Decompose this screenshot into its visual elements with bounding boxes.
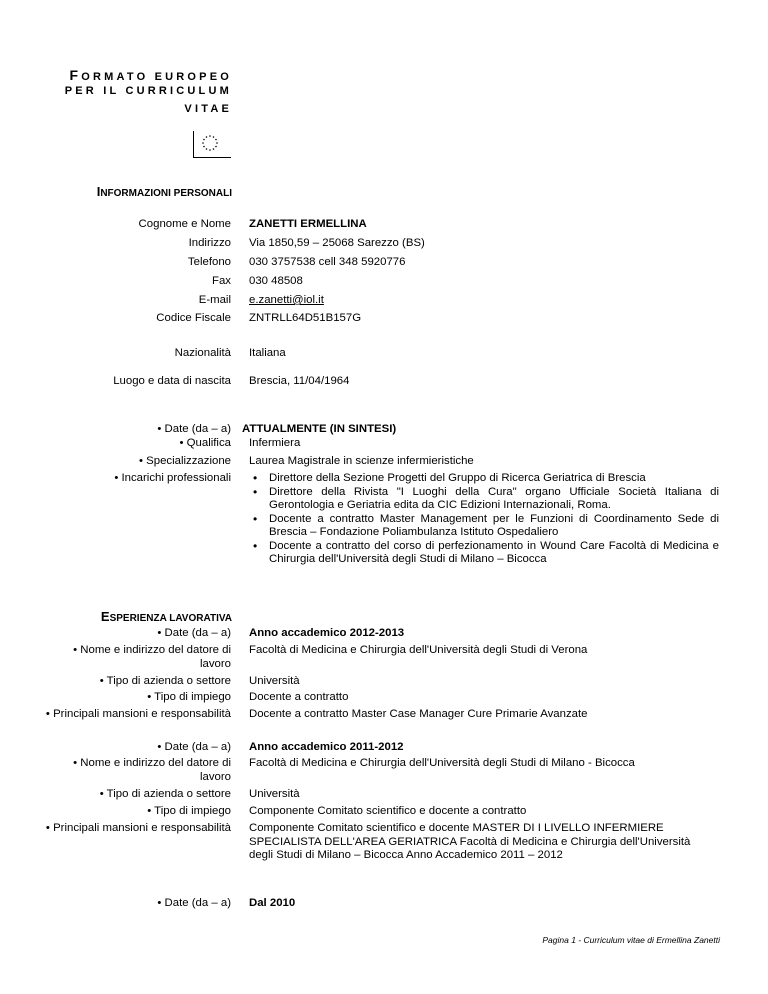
label-exp1-date: • Date (da – a) bbox=[157, 627, 231, 639]
label-exp3-date: • Date (da – a) bbox=[157, 897, 231, 909]
label-exp1-type: • Tipo di impiego bbox=[147, 691, 231, 703]
section-heading-personal: INFORMAZIONI PERSONALI bbox=[96, 184, 232, 199]
label-exp1-sector: • Tipo di azienda o settore bbox=[99, 675, 231, 687]
exp2-date: Anno accademico 2011-2012 bbox=[249, 741, 404, 753]
exp1-employer: Facoltà di Medicina e Chirurgia dell'Università degli Studi di Verona bbox=[249, 644, 588, 656]
value-fax: 030 48508 bbox=[249, 275, 303, 287]
label-email: E-mail bbox=[198, 294, 231, 306]
summary-title: ATTUALMENTE (IN SINTESI) bbox=[242, 423, 397, 435]
summary-qualification: Infermiera bbox=[249, 437, 301, 449]
list-item: • Direttore della Rivista "I Luoghi della Cura" organo Ufficiale Società Italiana di Gerontologia e Geriatria edita da CIC Edizioni Internazionali, Roma. bbox=[249, 486, 719, 513]
section-heading-experience: ESPERIENZA LAVORATIVA bbox=[100, 609, 232, 624]
list-item: • Docente a contratto del corso di perfezionamento in Wound Care Facoltà di Medicina e Chirurgia dell'Università degli Studi di Milano – Bicocca bbox=[249, 540, 719, 567]
value-phone: 030 3757538 cell 348 5920776 bbox=[249, 256, 406, 268]
value-name: ZANETTI ERMELLINA bbox=[249, 218, 367, 230]
exp2-sector: Università bbox=[249, 788, 300, 800]
label-exp1-employer-2: lavoro bbox=[199, 658, 231, 670]
cv-title-line-3: VITAE bbox=[184, 103, 232, 115]
value-address: Via 1850,59 – 25068 Sarezzo (BS) bbox=[249, 237, 425, 249]
exp1-duties: Docente a contratto Master Case Manager Cure Primarie Avanzate bbox=[249, 708, 588, 720]
exp1-date: Anno accademico 2012-2013 bbox=[249, 627, 405, 639]
page-footer: Pagina 1 - Curriculum vitae di Ermellina Zanetti bbox=[542, 935, 720, 945]
label-tax-code: Codice Fiscale bbox=[156, 312, 231, 324]
exp3-date: Dal 2010 bbox=[249, 897, 296, 909]
exp1-type: Docente a contratto bbox=[249, 691, 349, 703]
list-item: • Direttore della Sezione Progetti del Gruppo di Ricerca Geriatrica di Brescia bbox=[249, 472, 719, 486]
exp2-type: Componente Comitato scientifico e docente a contratto bbox=[249, 805, 527, 817]
label-summary-specialization: • Specializzazione bbox=[139, 455, 231, 467]
exp1-sector: Università bbox=[249, 675, 300, 687]
email-link[interactable]: e.zanetti@iol.it bbox=[249, 294, 324, 306]
value-birth: Brescia, 11/04/1964 bbox=[249, 375, 350, 387]
cv-title-line-1: FORMATO EUROPEO bbox=[69, 67, 232, 83]
label-address: Indirizzo bbox=[188, 237, 231, 249]
value-tax-code: ZNTRLL64D51B157G bbox=[249, 312, 362, 324]
label-exp2-employer-2: lavoro bbox=[199, 771, 231, 783]
label-summary-date: • Date (da – a) bbox=[157, 423, 231, 435]
label-exp2-duties: • Principali mansioni e responsabilità bbox=[45, 822, 231, 834]
label-name: Cognome e Nome bbox=[138, 218, 231, 230]
label-fax: Fax bbox=[212, 275, 231, 287]
summary-roles-list bbox=[249, 472, 719, 567]
label-exp2-type: • Tipo di impiego bbox=[147, 805, 231, 817]
label-phone: Telefono bbox=[187, 256, 231, 268]
label-exp2-sector: • Tipo di azienda o settore bbox=[99, 788, 231, 800]
label-exp1-duties: • Principali mansioni e responsabilità bbox=[45, 708, 231, 720]
label-exp2-date: • Date (da – a) bbox=[157, 741, 231, 753]
list-item: • Docente a contratto Master Management per le Funzioni di Coordinamento Sede di Brescia – Fondazione Poliambulanza Istituto Ospedaliero bbox=[249, 513, 719, 540]
cv-title-line-2: PER IL CURRICULUM bbox=[64, 85, 232, 97]
summary-specialization: Laurea Magistrale in scienze infermieristiche bbox=[249, 455, 474, 467]
exp2-duties: Componente Comitato scientifico e docente MASTER DI I LIVELLO INFERMIERE SPECIALISTA DELL'AREA GERIATRICA Facoltà di Medicina e Chirurgia dell'Università degli Studi di Milano – Bicocca Anno Accademico 2011 – 2012 bbox=[249, 822, 691, 861]
eu-flag-stars-icon bbox=[193, 131, 231, 159]
label-birth: Luogo e data di nascita bbox=[113, 375, 231, 387]
label-summary-roles: • Incarichi professionali bbox=[114, 472, 231, 484]
label-nationality: Nazionalità bbox=[174, 347, 231, 359]
label-exp1-employer: • Nome e indirizzo del datore di bbox=[73, 644, 231, 656]
exp2-employer: Facoltà di Medicina e Chirurgia dell'Università degli Studi di Milano - Bicocca bbox=[249, 757, 635, 769]
label-exp2-employer: • Nome e indirizzo del datore di bbox=[73, 757, 231, 769]
label-summary-qualification: • Qualifica bbox=[179, 437, 231, 449]
value-nationality: Italiana bbox=[249, 347, 286, 359]
